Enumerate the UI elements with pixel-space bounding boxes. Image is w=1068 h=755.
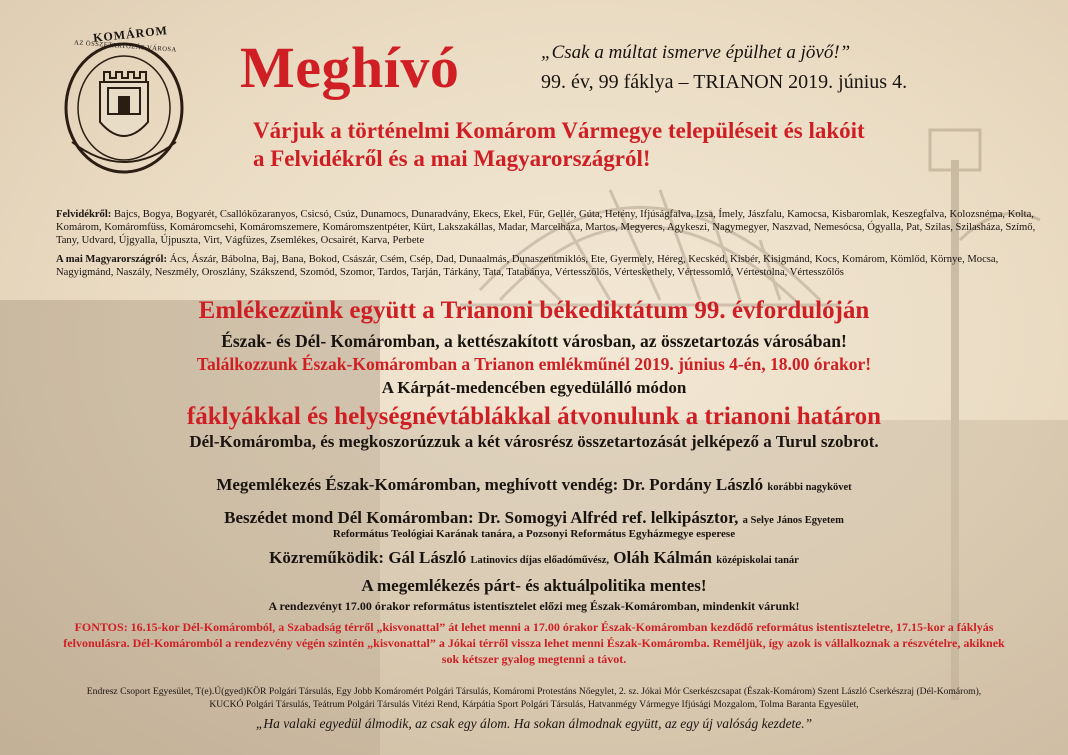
performer-1: Közreműködik: Gál László [269, 548, 467, 567]
performer-2-note: középiskolai tanár [716, 555, 799, 566]
nonpolitical-note: A megemlékezés párt- és aktuálpolitika mentes! [361, 576, 707, 595]
body-line-5: fáklyákkal és helységnévtáblákkal átvonulunk a trianoni határon [186, 403, 882, 430]
guest-note: korábbi nagykövet [767, 482, 852, 493]
speech-line-2: Református Teológiai Karának tanára, a Pozsonyi Református Egyházmegye esperese [332, 528, 736, 540]
important-note: FONTOS: 16.15-kor Dél-Komáromból, a Szabadság térről „kisvonattal” át lehet menni a 17.00 órakor Észak-Komáromban kezdődő református istentiszteletre, 17.15-kor a fáklyás felvonulásra. Dél-Komáromból a rendezvény végén szintén „kisvonattal” a Jókai térről vissza lehet menni Észak-Komáromba. Reméljük, így azok is vállalkoznak a részvételre, akiknek sok kétszer gyalog megtenni a távot. [63, 620, 1005, 666]
body-line-4: A Kárpát-medencében egyedülálló módon [381, 378, 687, 397]
speech-note: a Selye János Egyetem [742, 515, 844, 526]
headline: Emlékezzünk együtt a Trianoni békediktátum 99. évfordulóján [198, 297, 870, 324]
seal-ring-text: AZ ÖSSZETARTOZÁS VÁROSA [73, 39, 177, 54]
organizers-line-2: KUCKÓ Polgári Társulás, Teátrum Polgári Társulás Vitézi Rend, Kárpátia Sport Polgári Társulás, Hatvanmégy Vármegye Ifjúsági Mozgalom, Tolma Baranta Egyesület, [209, 699, 859, 710]
service-note: A rendezvényt 17.00 órakor református istentisztelet előzi meg Észak-Komáromban, mindenkit várunk! [268, 599, 800, 613]
motto: „Csak a múltat ismerve épülhet a jövő!” [541, 42, 851, 63]
page-title: Meghívó [240, 35, 460, 100]
body-line-3: Találkozzunk Észak-Komáromban a Trianon emlékműnél 2019. június 4-én, 18.00 órakor! [196, 354, 872, 374]
speech-main: Beszédet mond Dél Komáromban: Dr. Somogyi Alfréd ref. lelkipásztor, [224, 508, 739, 527]
welcome-line-1: Várjuk a történelmi Komárom Vármegye településeit és lakóit [253, 118, 865, 143]
performer-1-note: Latinovics díjas előadóművész, [470, 555, 610, 566]
felvidek-label: Felvidékről: [56, 209, 112, 220]
magyar-label: A mai Magyarországról: [56, 254, 168, 265]
guest-line [0, 474, 1068, 498]
welcome-line-2: a Felvidékről és a mai Magyarországról! [253, 146, 651, 171]
organizers-line-1: Endresz Csoport Egyesület, T(e).Ú(gyed)KÖR Polgári Társulás, Egy Jobb Komáromért Polgári Társulás, Komáromi Protestáns Nőegylet, 2. sz. Jókai Mór Cserkészcsapat (Észak-Komárom) Szent László Cserkészraj (Dél-Komárom), [86, 686, 982, 697]
welcome-text [253, 117, 1053, 173]
seal-title: KOMÁROM [92, 23, 169, 45]
felvidek-list: Bajcs, Bogya, Bogyarét, Csallóközaranyos, Csicsó, Csúz, Dunamocs, Dunaradvány, Ekecs, Ekel, Fűr, Gellér, Gúta, Hetény, Ifjúságfalva, Izsa, Ímely, Jászfalu, Kamocsa, Kisbaromlak, Keszegfalva, Kolozsnéma, Kolta, Komárom, Komáromfüss, Komáromcsehi, Komáromszemere, Komáromszentpéter, Kürt, Lakszakállas, Madar, Marcelháza, Martos, Megyercs, Agykeszi, Nagymegyer, Naszvad, Nemesócsa, Ógyalla, Pat, Szilas, Szilasháza, Szímő, Tany, Udvard, Újgyalla, Újpuszta, Virt, Vágfüzes, Zsemlékes, Ocsairét, Karva, Perbete [56, 209, 1036, 247]
organizers [50, 685, 1018, 711]
body-line-2: Észak- és Dél- Komáromban, a kettészakított városban, az összetartozás városában! [221, 331, 847, 351]
magyar-places [56, 253, 1046, 279]
performers-line [0, 547, 1068, 571]
performer-2: Oláh Kálmán [613, 548, 713, 567]
guest-main: Megemlékezés Észak-Komáromban, meghívott vendég: Dr. Pordány László [216, 475, 764, 494]
body-line-6: Dél-Komáromba, és megkoszorúzzuk a két városrész összetartozását jelképező a Turul szobrot. [189, 432, 879, 451]
closing-quote: „Ha valaki egyedül álmodik, az csak egy álom. Ha sokan álmodnak együtt, az egy új valóság kezdete.” [255, 716, 813, 731]
magyar-list: Ács, Ászár, Bábolna, Baj, Bana, Bokod, Császár, Csém, Csép, Dad, Dunaalmás, Dunaszentmiklós, Ete, Gyermely, Héreg, Kecskéd, Kisbér, Kisigmánd, Kocs, Komárom, Kömlőd, Környe, Mocsa, Nagyigmánd, Naszály, Neszmély, Oroszlány, Szákszend, Szomód, Szomor, Tardos, Tarján, Tárkány, Tata, Tatabánya, Vértesszőlős, Vérteskethely, Vértessomló, Vértestolna, Vértesszőlős [56, 254, 999, 279]
felvidek-places [56, 208, 1046, 248]
event-dateline: 99. év, 99 fáklya – TRIANON 2019. június 4. [541, 71, 908, 93]
